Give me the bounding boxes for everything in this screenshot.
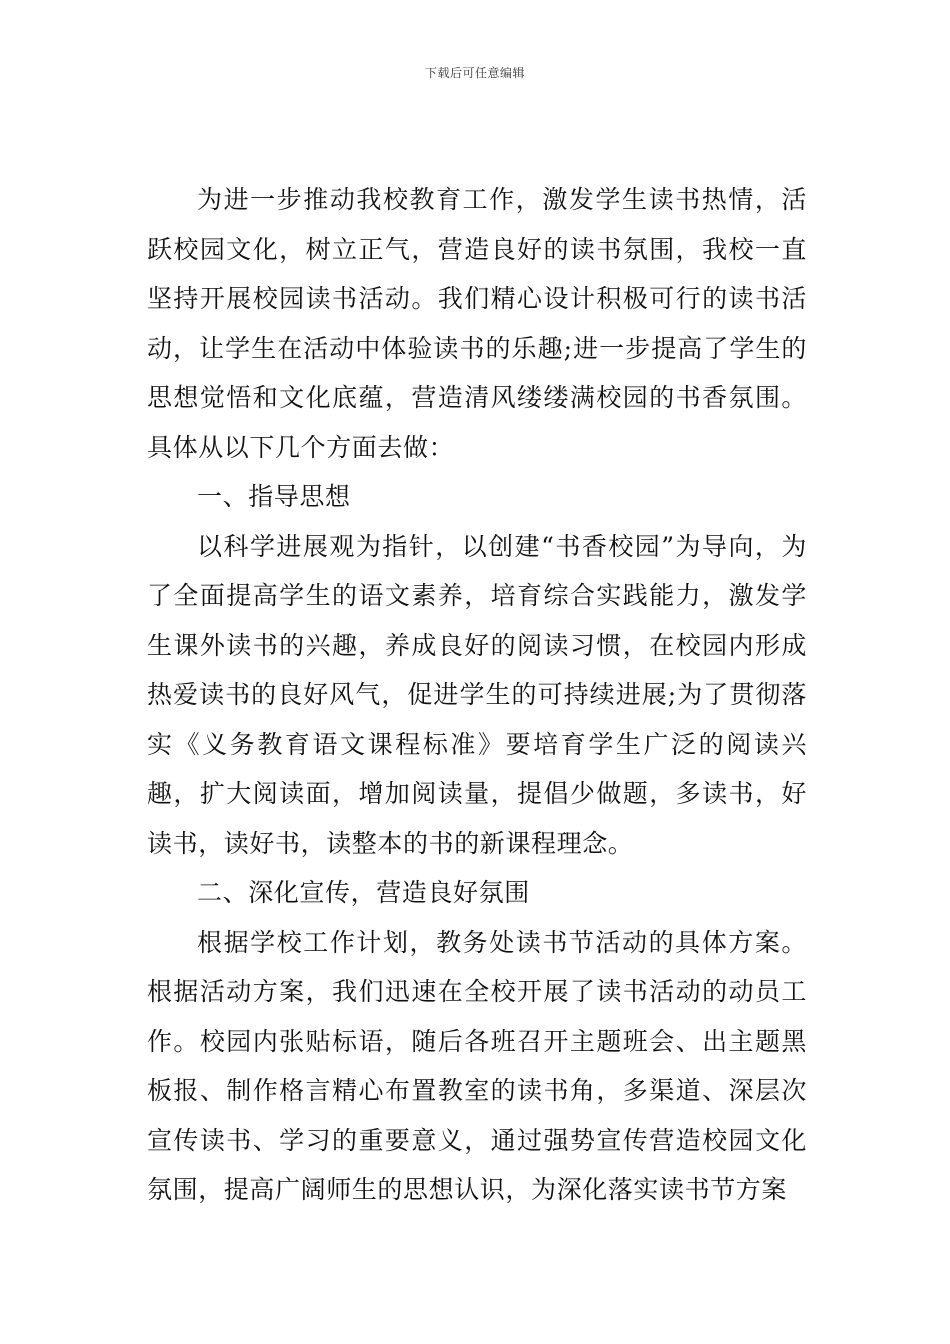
section-heading-publicity: 二、深化宣传，营造良好氛围	[197, 878, 530, 907]
paragraph-intro: 为进一步推动我校教育工作，激发学生读书热情，活跃校园文化，树立正气，营造良好的读书氛围，我校一直坚持开展校园读书活动。我们精心设计积极可行的读书活动，让学生在活动中体验读书的乐趣;进一步提高了学生的思想觉悟和文化底蕴，营造清风缕缕满校园的书香氛围。具体从以下几个方面去做：	[147, 185, 807, 462]
document-body	[147, 175, 807, 1215]
paragraph-guiding-thought: 以科学进展观为指针，以创建“书香校园”为导向，为了全面提高学生的语文素养，培育综合实践能力，激发学生课外读书的兴趣，养成良好的阅读习惯，在校园内形成热爱读书的良好风气，促进学生的可持续进展;为了贯彻落实《义务教育语文课程标准》要培育学生广泛的阅读兴趣，扩大阅读面，增加阅读量，提倡少做题，多读书，好读书，读好书，读整本的书的新课程理念。	[147, 531, 807, 858]
paragraph-publicity: 根据学校工作计划，教务处读书节活动的具体方案。根据活动方案，我们迅速在全校开展了读书活动的动员工作。校园内张贴标语，随后各班召开主题班会、出主题黑板报、制作格言精心布置教室的读书角，多渠道、深层次宣传读书、学习的重要意义，通过强势宣传营造校园文化氛围，提高广阔师生的思想认识，为深化落实读书节方案	[147, 927, 807, 1204]
page-header-note: 下载后可任意编辑	[424, 66, 525, 80]
section-heading-guiding-thought: 一、指导思想	[197, 482, 351, 511]
